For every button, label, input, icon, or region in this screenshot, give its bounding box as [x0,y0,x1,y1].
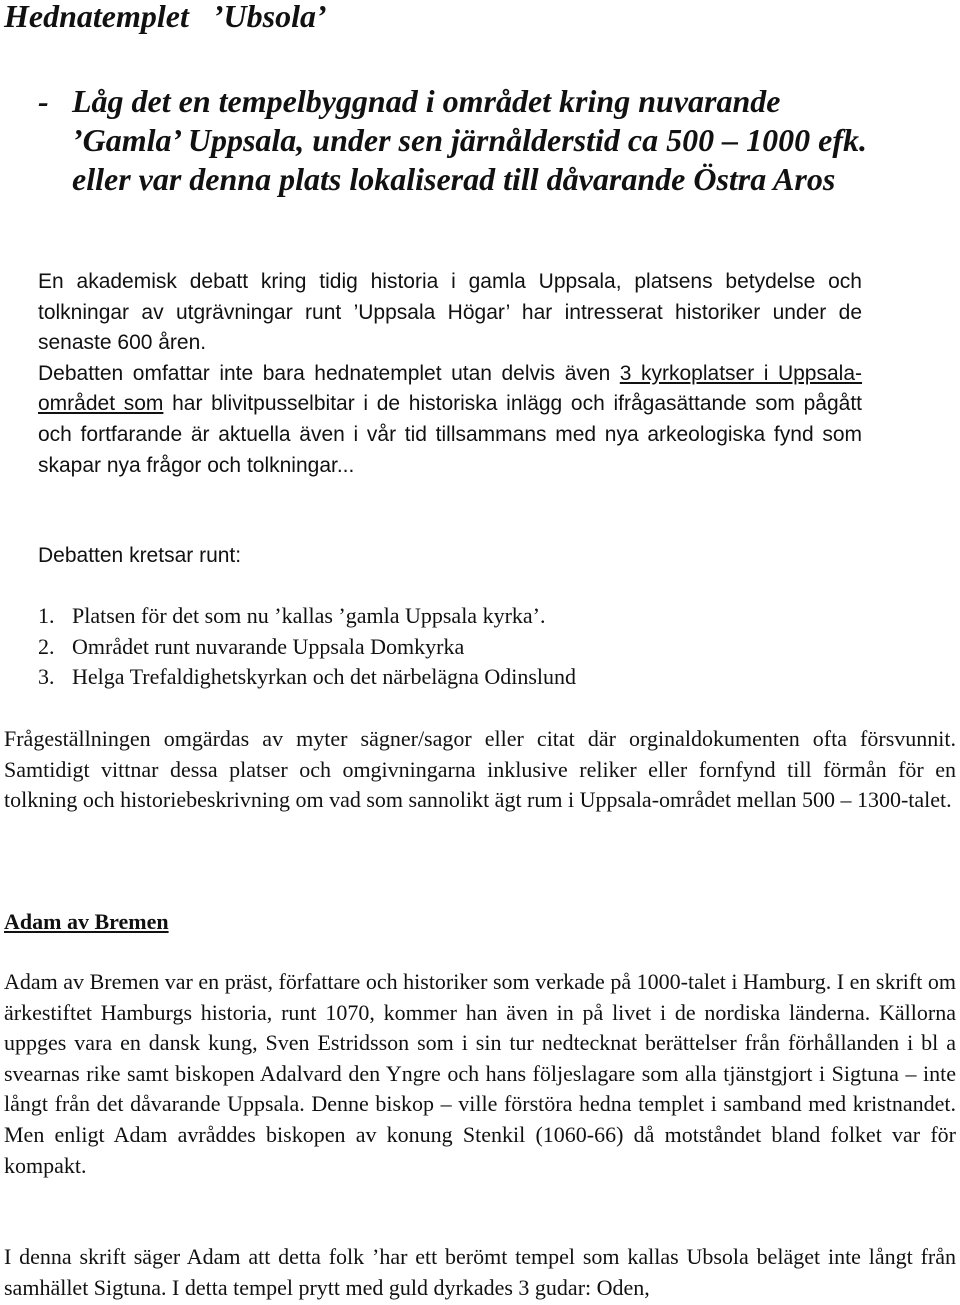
site-list [38,601,858,693]
document-title: Hednatemplet ’Ubsola’ [4,0,327,34]
list-item-number: 3. [38,664,55,689]
adam-section-heading: Adam av Bremen [4,909,169,934]
intro-paragraph-2-start: Debatten omfattar inte bara hednatemplet utan delvis även [38,361,620,385]
list-item [38,662,858,693]
list-item-text: Helga Trefaldighetskyrkan och det närbelägna Odinslund [72,664,577,689]
intro-paragraph-2 [38,359,862,481]
research-question-text: Låg det en tempelbyggnad i området kring nuvarande ’Gamla’ Uppsala, under sen järnålderstid ca 500 – 1000 efk. eller var denna plats lokaliserad till dåvarande Östra Aros [72,83,867,197]
intro-section [38,267,862,481]
research-question [38,82,868,199]
question-paragraph: Frågeställningen omgärdas av myter sägner/sagor eller citat där orginaldokumenten ofta försvunnit. Samtidigt vittnar dessa platser och omgivningarna inklusive reliker eller fornfynd till förmån för en tolkning och historiebeskrivning om vad som sannolikt ägt rum i Uppsala-området mellan 500 – 1300-talet. [4,726,956,813]
list-item [38,632,858,663]
list-item-text: Platsen för det som nu ’kallas ’gamla Uppsala kyrka’. [72,603,546,628]
church-sites-link-text: 3 kyrkoplatser i Uppsala-området som [38,361,862,416]
list-item-number: 1. [38,603,55,628]
list-item-number: 2. [38,633,55,659]
list-item [38,601,858,632]
adam-paragraph-2: I denna skrift säger Adam att detta folk ’har ett berömt tempel som kallas Ubsola beläget inte långt från samhället Sigtuna. I detta tempel prytt med guld dyrkades 3 gudar: Oden, [4,1244,956,1300]
adam-paragraph-1: Adam av Bremen var en präst, författare och historiker som verkade på 1000-talet i Hamburg. I en skrift om ärkestiftet Hamburgs historia, runt 1070, kommer han även in på livet i de nordiska länderna. Källorna uppges vara en dansk kung, Sven Estridsson som i sin tur nedtecknat berättelser från förhållanden i bl a svearnas rike samt biskopen Adalvard den Yngre och hans följeslagare som alla tjänstgjort i Sigtuna – inte långt från det dåvarande Uppsala. Denne biskop – ville förstöra hedna templet i samband med kristnandet. Men enligt Adam avråddes biskopen av konung Stenkil (1060-66) då motståndet bland folket var för kompakt. [4,969,956,1178]
debate-heading: Debatten kretsar runt: [38,544,242,567]
list-item-text: Området runt nuvarande Uppsala Domkyrka [72,633,465,659]
intro-paragraph-2-end: har blivitpusselbitar i de historiska inlägg och ifrågasättande som pågått och fortfarande är aktuella även i vår tid tillsammans med nya arkeologiska fynd som skapar nya frågor och tolkningar... [38,392,862,477]
intro-paragraph-1: En akademisk debatt kring tidig historia i gamla Uppsala, platsens betydelse och tolkningar av utgrävningar runt ’Uppsala Högar’ har intresserat historiker under de senaste 600 åren. [38,270,862,355]
dash-marker: - [38,83,49,119]
